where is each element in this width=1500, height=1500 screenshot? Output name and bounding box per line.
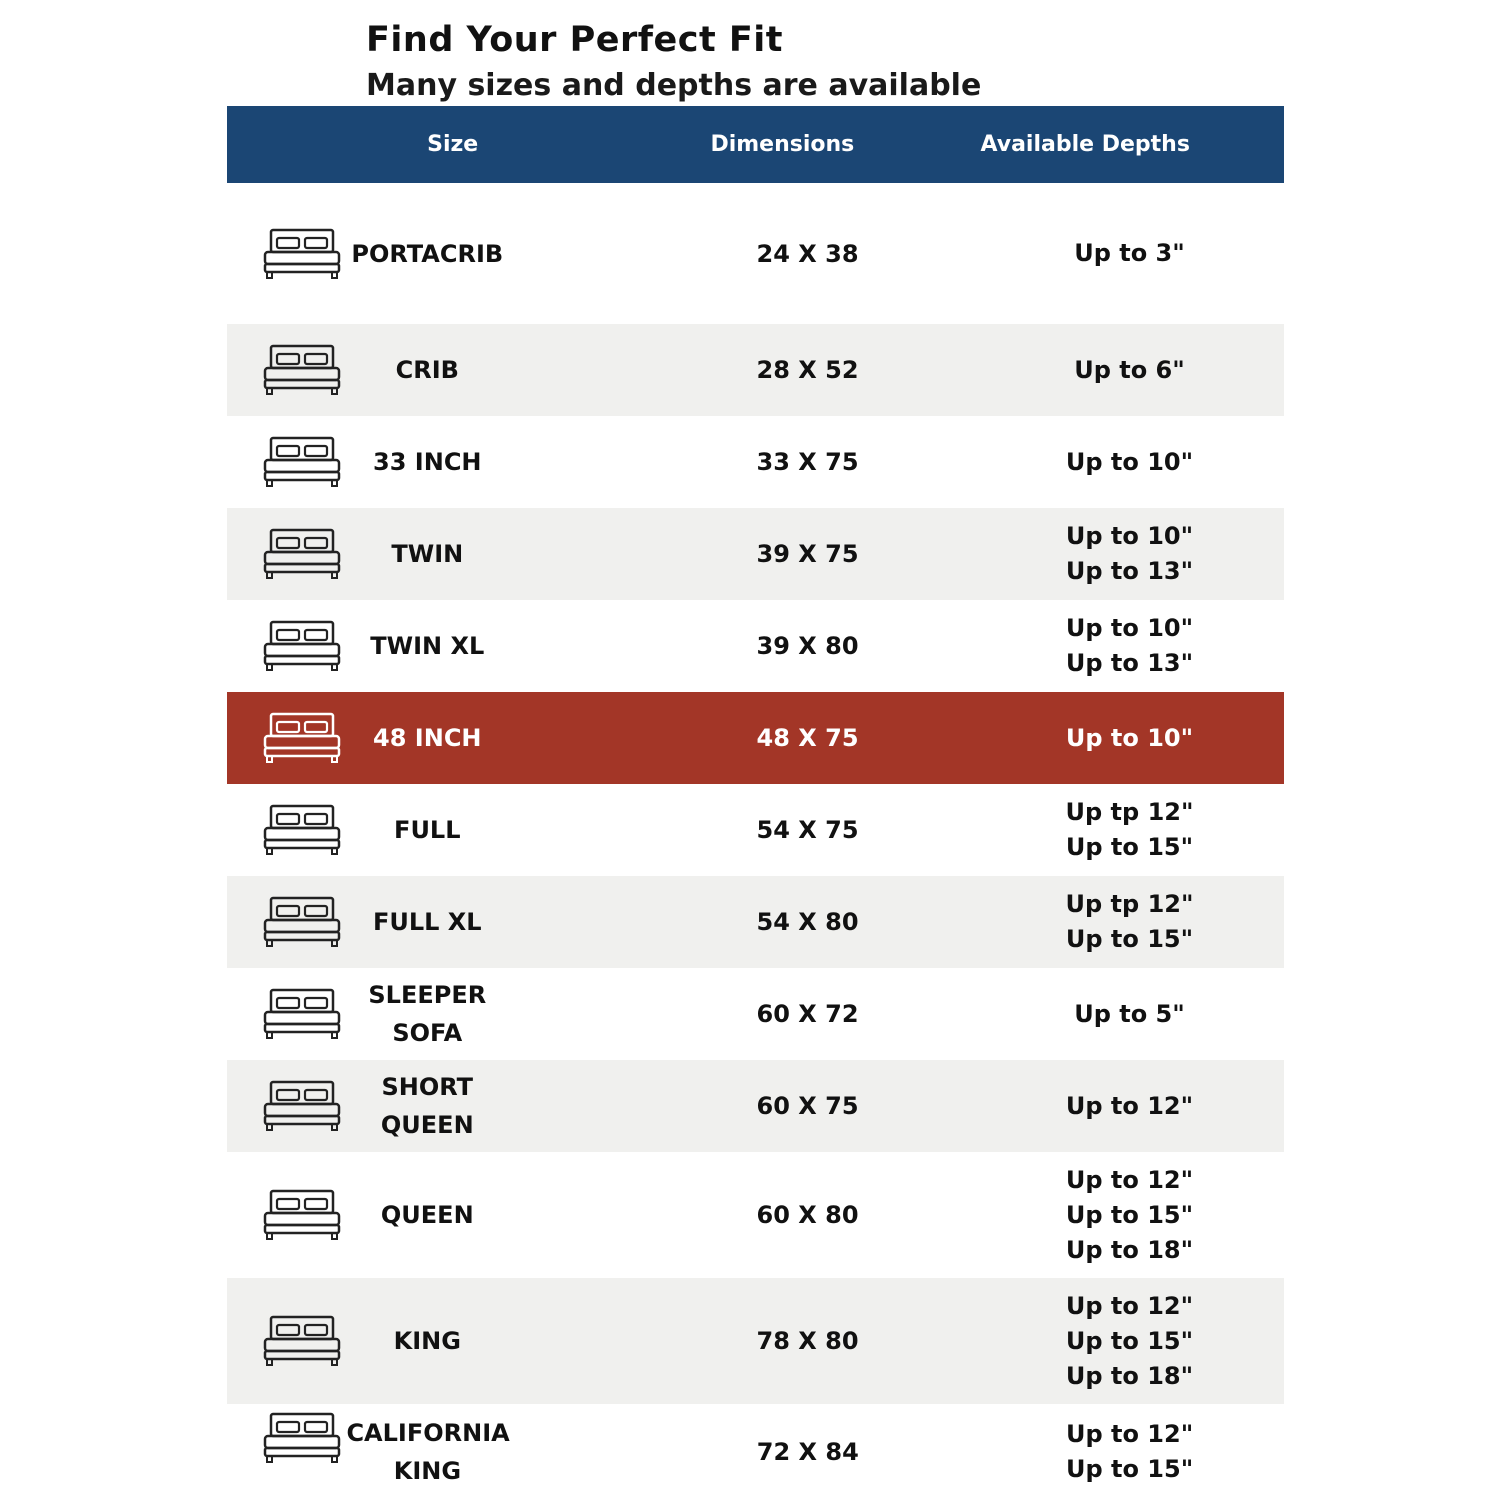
table-row — [227, 183, 1284, 324]
dimensions-cell: 28 X 52 — [756, 356, 859, 384]
depths-cell — [975, 236, 1284, 271]
column-header-size: Size — [427, 131, 479, 157]
dimensions-cell: 39 X 80 — [756, 632, 859, 660]
size-cell: PORTACRIB — [351, 239, 504, 268]
depth-value: Up to 3" — [1074, 239, 1185, 267]
table-row — [227, 416, 1284, 508]
depth-value: Up to 12" — [1065, 1420, 1194, 1448]
depths-cell — [975, 1289, 1284, 1394]
depths-cell — [975, 795, 1284, 865]
table-row — [227, 1404, 1284, 1500]
size-cell: TWIN — [391, 540, 464, 568]
dimensions-cell: 72 X 84 — [756, 1438, 859, 1466]
depth-value: Up to 12" — [1065, 1091, 1194, 1120]
table-row — [227, 324, 1284, 416]
size-cell: FULL — [394, 816, 461, 844]
table-row — [227, 1152, 1284, 1278]
size-cell: QUEEN — [380, 1201, 474, 1229]
depth-value: Up to 18" — [1065, 1235, 1194, 1264]
size-cell: SLEEPER SOFA — [368, 981, 487, 1047]
table-row — [227, 1060, 1284, 1152]
size-cell: TWIN XL — [370, 632, 485, 660]
size-cell: 48 INCH — [373, 724, 482, 752]
dimensions-cell: 54 X 80 — [756, 908, 859, 936]
depths-cell — [975, 519, 1284, 589]
depth-value: Up tp 12" — [1065, 890, 1194, 918]
dimensions-cell: 39 X 75 — [756, 540, 859, 568]
depth-value: Up to 12" — [1065, 1291, 1194, 1320]
depth-value: Up to 18" — [1065, 1361, 1194, 1390]
size-cell: CRIB — [395, 356, 459, 384]
depth-value: Up to 15" — [1065, 1326, 1194, 1355]
depth-value: Up tp 12" — [1065, 798, 1194, 826]
depths-cell — [975, 353, 1284, 388]
table-header — [227, 106, 1284, 183]
depth-value: Up to 13" — [1065, 649, 1194, 677]
size-table — [227, 106, 1284, 1500]
table-row — [227, 968, 1284, 1060]
size-cell: KING — [393, 1327, 461, 1355]
column-header-dimensions: Dimensions — [710, 132, 855, 157]
depth-value: Up to 10" — [1065, 614, 1194, 642]
depth-value: Up to 13" — [1065, 557, 1194, 585]
size-cell: 33 INCH — [373, 448, 482, 476]
dimensions-cell: 60 X 72 — [756, 1000, 859, 1028]
depth-value: Up to 5" — [1074, 999, 1185, 1028]
dimensions-cell: 48 X 75 — [756, 724, 859, 752]
page-subtitle: Many sizes and depths are available — [366, 68, 982, 103]
table-body — [227, 183, 1284, 1500]
table-row — [227, 600, 1284, 692]
dimensions-cell: 60 X 80 — [756, 1201, 859, 1229]
table-row — [227, 508, 1284, 600]
dimensions-cell: 60 X 75 — [756, 1092, 859, 1120]
depth-value: Up to 15" — [1065, 833, 1194, 861]
depth-value: Up to 10" — [1065, 522, 1194, 550]
depth-value: Up to 10" — [1065, 447, 1194, 476]
depth-value: Up to 15" — [1065, 925, 1194, 953]
depths-cell — [975, 721, 1284, 756]
dimensions-cell: 24 X 38 — [756, 239, 859, 268]
depth-value: Up to 6" — [1074, 355, 1185, 384]
depths-cell — [975, 887, 1284, 957]
size-cell: SHORT QUEEN — [380, 1073, 474, 1139]
depth-value: Up to 12" — [1065, 1165, 1194, 1194]
column-header-depths: Available Depths — [980, 132, 1190, 157]
size-cell: CALIFORNIA KING — [346, 1419, 510, 1485]
depth-value: Up to 10" — [1065, 723, 1194, 752]
dimensions-cell: 33 X 75 — [756, 448, 859, 476]
dimensions-cell: 54 X 75 — [756, 816, 859, 844]
table-row — [227, 876, 1284, 968]
depth-value: Up to 15" — [1065, 1455, 1194, 1483]
table-row — [227, 692, 1284, 784]
page-title: Find Your Perfect Fit — [366, 20, 784, 60]
dimensions-cell: 78 X 80 — [756, 1327, 859, 1355]
depths-cell — [975, 1089, 1284, 1124]
depths-cell — [975, 611, 1284, 681]
depths-cell — [975, 1163, 1284, 1268]
table-row — [227, 1278, 1284, 1404]
size-cell: FULL XL — [372, 908, 482, 936]
depth-value: Up to 15" — [1065, 1200, 1194, 1229]
table-row — [227, 784, 1284, 876]
depths-cell — [975, 997, 1284, 1032]
depths-cell — [975, 445, 1284, 480]
depths-cell — [975, 1417, 1284, 1487]
